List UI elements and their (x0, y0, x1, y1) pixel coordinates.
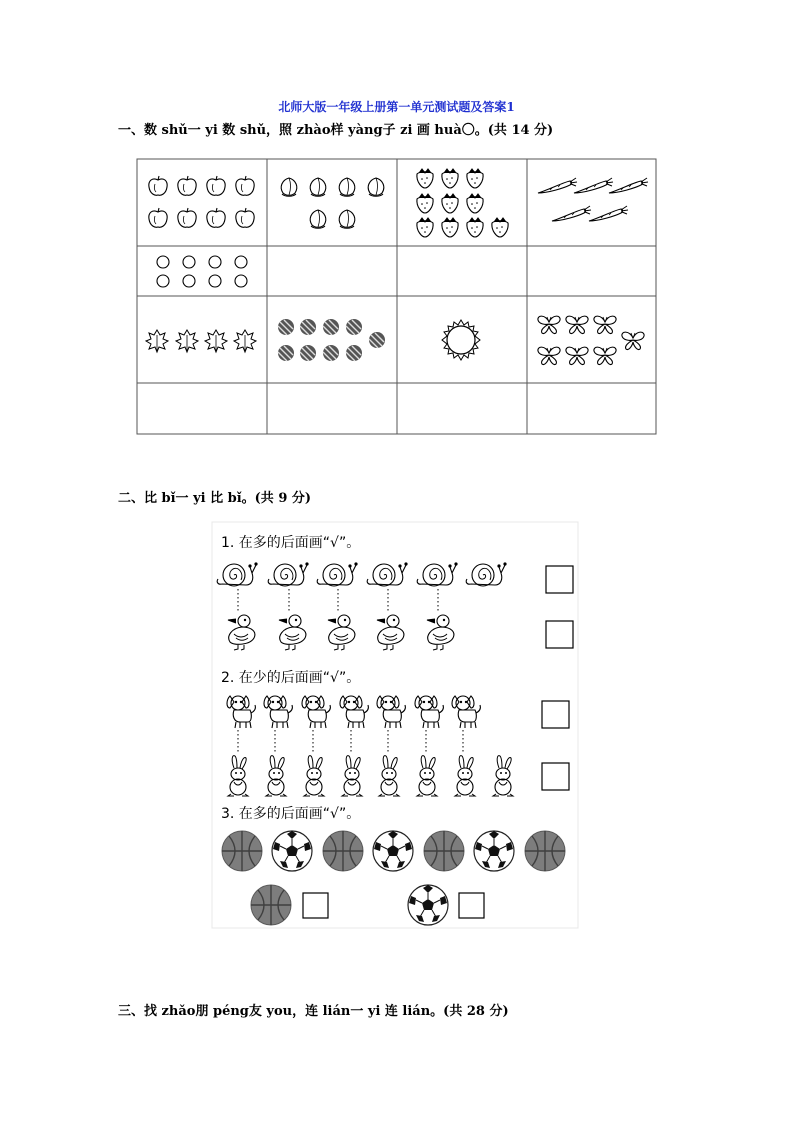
section-2-heading: 二、比 bǐ一 yi 比 bǐ。(共 9 分) (118, 491, 312, 506)
section-3-heading: 三、找 zhǎo朋 péng友 you，连 lián一 yi 连 lián。(共 28 分) (118, 1004, 509, 1019)
answer-box-1a[interactable] (546, 566, 573, 593)
soccer-answer-icon (408, 885, 448, 925)
answer-box-2b[interactable] (542, 763, 569, 790)
question-2-text: 2. 在少的后面画“√”。 (221, 670, 361, 686)
page-title: 北师大版一年级上册第一单元测试题及答案1 (278, 100, 515, 114)
question-3-text: 3. 在多的后面画“√”。 (221, 806, 361, 822)
basketball-answer-icon (251, 885, 291, 925)
balls-row (222, 831, 565, 871)
rabbit-icons (228, 756, 513, 796)
question-1-text: 1. 在多的后面画“√”。 (221, 535, 361, 551)
duck-icons (228, 615, 454, 650)
answer-box-3b[interactable] (459, 893, 484, 918)
answer-box-2a[interactable] (542, 701, 569, 728)
answer-box-3a[interactable] (303, 893, 328, 918)
section-1-heading: 一、数 shǔ一 yi 数 shǔ，照 zhào样 yàng子 zi 画 huà〇。(共 14 分) (118, 123, 554, 138)
dog-icons (227, 696, 480, 728)
snail-icons (217, 562, 506, 586)
answer-box-1b[interactable] (546, 621, 573, 648)
